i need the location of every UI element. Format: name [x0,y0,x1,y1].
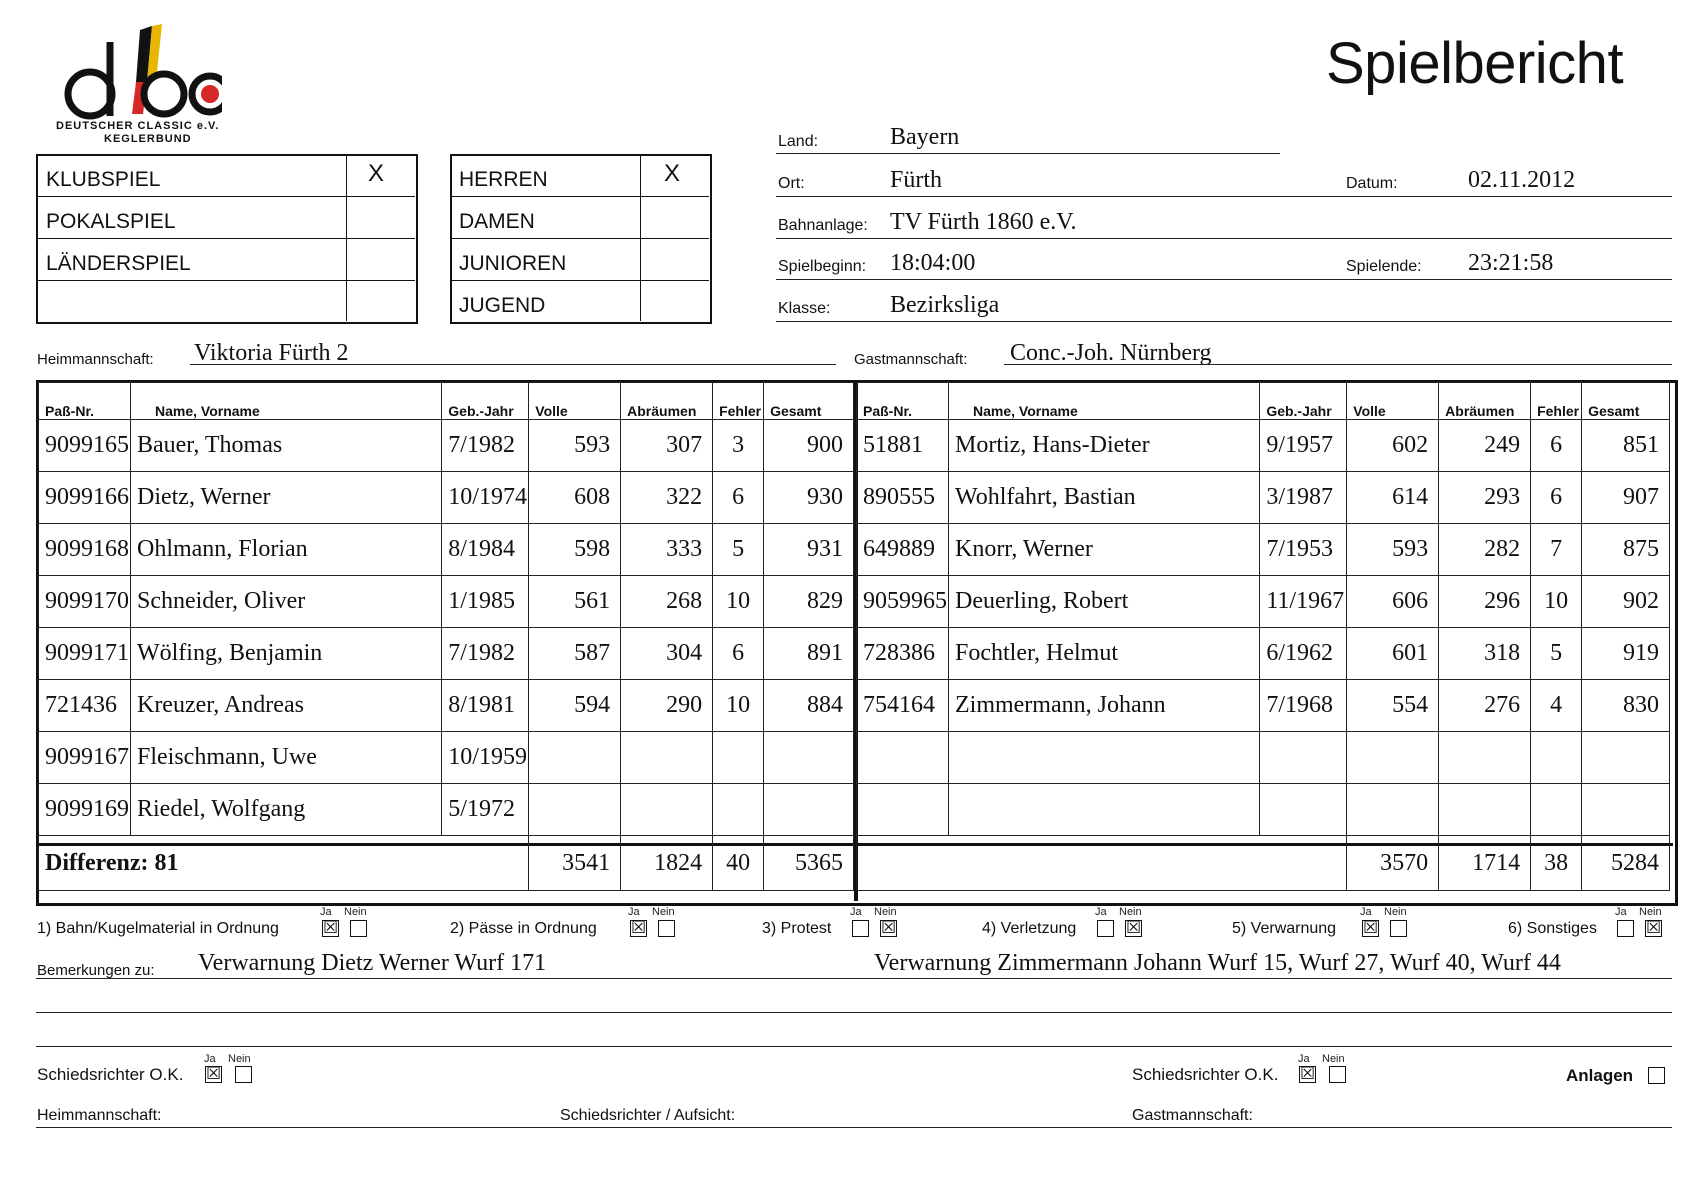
check-ja-checkbox[interactable] [852,920,869,937]
anlagen-label: Anlagen [1566,1066,1634,1085]
home-cell-gebjahr: 10/1974 [442,472,529,524]
check-nein-label: Nein [874,906,897,918]
home-cell-name: Ohlmann, Florian [130,524,441,576]
guest-cell-passnr: 890555 [857,472,949,524]
guest-team-label: Gastmannschaft: [854,351,968,368]
guest-cell-gesamt: 851 [1582,420,1670,472]
guest-cell-abraeumen: 296 [1439,576,1531,628]
referee-ok-home-label: Schiedsrichter O.K. [37,1065,184,1084]
guest-cell-fehler: 6 [1531,420,1582,472]
check-ja-checkbox[interactable] [1617,920,1634,937]
home-total-volle: 3541 [529,836,621,891]
guest-total-volle: 3570 [1347,836,1439,891]
home-cell-fehler [713,732,764,784]
home-cell-abraeumen: 268 [621,576,713,628]
col-fehler: Fehler [713,383,764,420]
check-nein-checkbox[interactable] [350,920,367,937]
guest-cell-volle: 601 [1347,628,1439,680]
home-cell-passnr: 9099167 [39,732,131,784]
home-cell-fehler: 6 [713,628,764,680]
check-ja-label: Ja [1615,906,1627,918]
home-cell-fehler: 3 [713,420,764,472]
guest-cell-fehler: 5 [1531,628,1582,680]
check-nein-checkbox[interactable] [658,920,675,937]
home-total-gesamt: 5365 [764,836,854,891]
guest-player-row [857,784,1670,836]
home-cell-name: Wölfing, Benjamin [130,628,441,680]
guest-cell-volle: 554 [1347,680,1439,732]
guest-cell-gebjahr [1260,784,1347,836]
game-type-klubspiel-mark: X [368,160,385,187]
check-ja-checkbox[interactable]: ☒ [1363,918,1379,938]
home-cell-fehler: 10 [713,576,764,628]
home-cell-passnr: 9099165 [39,420,131,472]
guest-score-table [856,382,1670,891]
home-cell-name: Schneider, Oliver [130,576,441,628]
home-cell-passnr: 9099166 [39,472,131,524]
guest-cell-abraeumen: 276 [1439,680,1531,732]
guest-total-blank [857,836,1347,891]
guest-cell-gesamt: 875 [1582,524,1670,576]
guest-cell-volle: 606 [1347,576,1439,628]
guest-cell-abraeumen: 282 [1439,524,1531,576]
guest-cell-passnr: 728386 [857,628,949,680]
bahnanlage-value: TV Fürth 1860 e.V. [890,209,1077,235]
home-cell-passnr: 9099168 [39,524,131,576]
home-cell-name: Kreuzer, Andreas [130,680,441,732]
home-cell-passnr: 9099169 [39,784,131,836]
guest-cell-name: Zimmermann, Johann [948,680,1259,732]
guest-total-fehler: 38 [1531,836,1582,891]
home-total-fehler: 40 [713,836,764,891]
check-ja-checkbox[interactable]: ☒ [631,918,647,938]
check-ja-label: Ja [850,906,862,918]
check-item-label: 5) Verwarnung [1232,920,1337,937]
guest-cell-gesamt [1582,784,1670,836]
guest-cell-volle: 593 [1347,524,1439,576]
spielbeginn-value: 18:04:00 [890,250,976,276]
guest-cell-name: Fochtler, Helmut [948,628,1259,680]
home-cell-gesamt: 884 [764,680,854,732]
guest-cell-gesamt: 919 [1582,628,1670,680]
home-cell-abraeumen: 290 [621,680,713,732]
home-player-row [39,784,854,836]
remarks-label: Bemerkungen zu: [37,962,155,979]
guest-cell-abraeumen: 318 [1439,628,1531,680]
klasse-value: Bezirksliga [890,292,1000,318]
land-value: Bayern [890,124,960,150]
home-cell-gebjahr: 10/1959 [442,732,529,784]
ref-home-nein-checkbox[interactable] [235,1066,252,1083]
anlagen-checkbox[interactable] [1648,1067,1665,1084]
check-item-label: 3) Protest [762,920,832,937]
home-cell-gesamt: 829 [764,576,854,628]
referee-ok-guest-label: Schiedsrichter O.K. [1132,1065,1279,1084]
home-cell-fehler: 6 [713,472,764,524]
check-ja-checkbox[interactable]: ☒ [323,918,339,938]
home-cell-gebjahr: 8/1984 [442,524,529,576]
guest-player-row [857,680,1670,732]
home-player-row [39,524,854,576]
spielbeginn-label: Spielbeginn: [778,258,867,275]
guest-cell-abraeumen: 293 [1439,472,1531,524]
col-gebjahr: Geb.-Jahr [1260,383,1347,420]
guest-cell-fehler: 7 [1531,524,1582,576]
game-type-pokalspiel: POKALSPIEL [46,210,176,233]
home-total-abraeumen: 1824 [621,836,713,891]
guest-cell-name: Deuerling, Robert [948,576,1259,628]
check-nein-label: Nein [652,906,675,918]
guest-cell-fehler [1531,732,1582,784]
spielende-label: Spielende: [1346,258,1422,275]
check-item-label: 6) Sonstiges [1508,920,1597,937]
logo-text-line1: DEUTSCHER CLASSIC e.V. [56,120,220,132]
sign-home-label: Heimmannschaft: [37,1107,162,1124]
guest-cell-volle: 614 [1347,472,1439,524]
guest-cell-gesamt: 830 [1582,680,1670,732]
col-name: Name, Vorname [948,383,1259,420]
home-team-name: Viktoria Fürth 2 [194,340,349,366]
home-player-row [39,680,854,732]
home-cell-abraeumen [621,732,713,784]
home-cell-gesamt: 930 [764,472,854,524]
guest-cell-gesamt: 902 [1582,576,1670,628]
datum-label: Datum: [1346,175,1398,192]
col-abraeumen: Abräumen [621,383,713,420]
home-cell-gesamt [764,784,854,836]
check-nein-label: Nein [1384,906,1407,918]
home-cell-gesamt: 900 [764,420,854,472]
home-player-row [39,576,854,628]
home-cell-name: Riedel, Wolfgang [130,784,441,836]
guest-cell-abraeumen: 249 [1439,420,1531,472]
home-player-row [39,732,854,784]
datum-value: 02.11.2012 [1468,167,1576,193]
home-cell-volle: 598 [529,524,621,576]
check-item-label: 2) Pässe in Ordnung [450,920,597,937]
guest-cell-gebjahr: 11/1967 [1260,576,1347,628]
guest-cell-passnr [857,784,949,836]
guest-cell-passnr: 649889 [857,524,949,576]
home-cell-gebjahr: 5/1972 [442,784,529,836]
guest-cell-volle [1347,784,1439,836]
home-cell-name: Dietz, Werner [130,472,441,524]
col-passnr: Paß-Nr. [39,383,131,420]
home-cell-volle: 561 [529,576,621,628]
home-cell-gebjahr: 7/1982 [442,628,529,680]
ref-guest-nein-label: Nein [1322,1053,1345,1065]
guest-cell-gebjahr: 7/1968 [1260,680,1347,732]
home-team-label: Heimmannschaft: [37,351,154,368]
home-cell-gesamt: 891 [764,628,854,680]
guest-player-row [857,524,1670,576]
check-ja-label: Ja [320,906,332,918]
difference-total: Differenz: 81 [39,836,529,891]
remark-home: Verwarnung Dietz Werner Wurf 171 [198,950,547,976]
home-cell-passnr: 721436 [39,680,131,732]
guest-cell-passnr: 754164 [857,680,949,732]
home-cell-fehler: 5 [713,524,764,576]
guest-cell-name: Wohlfahrt, Bastian [948,472,1259,524]
guest-cell-gebjahr [1260,732,1347,784]
home-cell-passnr: 9099171 [39,628,131,680]
col-fehler: Fehler [1531,383,1582,420]
guest-cell-gebjahr: 7/1953 [1260,524,1347,576]
home-cell-volle: 593 [529,420,621,472]
page-title: Spielbericht [1326,31,1624,96]
check-nein-checkbox[interactable]: ☒ [1126,918,1142,938]
check-ja-label: Ja [1360,906,1372,918]
ort-value: Fürth [890,167,943,193]
guest-cell-name [948,732,1259,784]
col-gebjahr: Geb.-Jahr [442,383,529,420]
guest-player-row [857,576,1670,628]
game-type-laenderspiel: LÄNDERSPIEL [46,252,191,275]
col-volle: Volle [529,383,621,420]
home-cell-gebjahr: 8/1981 [442,680,529,732]
remark-guest: Verwarnung Zimmermann Johann Wurf 15, Wurf 27, Wurf 40, Wurf 44 [874,950,1561,976]
home-cell-volle: 608 [529,472,621,524]
category-jugend: JUGEND [459,294,546,317]
home-cell-volle: 587 [529,628,621,680]
category-herren-mark: X [664,160,681,187]
check-nein-label: Nein [1639,906,1662,918]
home-cell-volle [529,784,621,836]
guest-cell-name: Mortiz, Hans-Dieter [948,420,1259,472]
home-player-row [39,420,854,472]
guest-cell-fehler: 4 [1531,680,1582,732]
col-gesamt: Gesamt [764,383,854,420]
home-cell-volle: 594 [529,680,621,732]
guest-team-name: Conc.-Joh. Nürnberg [1010,340,1212,366]
spielende-value: 23:21:58 [1468,250,1554,276]
home-cell-abraeumen: 333 [621,524,713,576]
category-damen: DAMEN [459,210,535,233]
check-ja-label: Ja [628,906,640,918]
home-cell-abraeumen: 322 [621,472,713,524]
home-cell-fehler [713,784,764,836]
home-cell-fehler: 10 [713,680,764,732]
home-cell-gesamt [764,732,854,784]
ort-label: Ort: [778,175,805,192]
guest-cell-fehler: 6 [1531,472,1582,524]
home-player-row [39,628,854,680]
check-ja-checkbox[interactable] [1097,920,1114,937]
guest-cell-gebjahr: 9/1957 [1260,420,1347,472]
guest-cell-abraeumen [1439,784,1531,836]
home-cell-name: Bauer, Thomas [130,420,441,472]
ref-guest-ja-label: Ja [1298,1053,1310,1065]
klasse-label: Klasse: [778,300,831,317]
guest-cell-gebjahr: 6/1962 [1260,628,1347,680]
guest-cell-passnr [857,732,949,784]
ref-guest-ja-checkbox[interactable]: ☒ [1300,1064,1316,1084]
logo-text-line2: KEGLERBUND [104,133,192,145]
guest-cell-volle [1347,732,1439,784]
home-cell-name: Fleischmann, Uwe [130,732,441,784]
home-cell-abraeumen: 307 [621,420,713,472]
col-abraeumen: Abräumen [1439,383,1531,420]
home-cell-abraeumen [621,784,713,836]
ref-home-ja-checkbox[interactable]: ☒ [206,1064,222,1084]
check-nein-checkbox[interactable] [1390,920,1407,937]
guest-cell-gesamt: 907 [1582,472,1670,524]
category-junioren: JUNIOREN [459,252,567,275]
check-item-label: 4) Verletzung [982,920,1077,937]
home-player-row [39,472,854,524]
ref-home-nein-label: Nein [228,1053,251,1065]
guest-total-gesamt: 5284 [1582,836,1670,891]
guest-cell-fehler: 10 [1531,576,1582,628]
check-ja-label: Ja [1095,906,1107,918]
sign-guest-label: Gastmannschaft: [1132,1107,1253,1124]
home-cell-passnr: 9099170 [39,576,131,628]
check-nein-checkbox[interactable]: ☒ [1646,918,1662,938]
check-item-label: 1) Bahn/Kugelmaterial in Ordnung [37,920,279,937]
land-label: Land: [778,133,819,150]
guest-cell-passnr: 9059965 [857,576,949,628]
home-cell-gebjahr: 1/1985 [442,576,529,628]
guest-cell-gebjahr: 3/1987 [1260,472,1347,524]
home-cell-gesamt: 931 [764,524,854,576]
guest-cell-name [948,784,1259,836]
home-cell-gebjahr: 7/1982 [442,420,529,472]
guest-player-row [857,420,1670,472]
col-passnr: Paß-Nr. [857,383,949,420]
check-nein-checkbox[interactable]: ☒ [881,918,897,938]
col-name: Name, Vorname [130,383,441,420]
guest-player-row [857,628,1670,680]
col-volle: Volle [1347,383,1439,420]
sign-referee-label: Schiedsrichter / Aufsicht: [560,1107,736,1124]
guest-cell-fehler [1531,784,1582,836]
ref-home-ja-label: Ja [204,1053,216,1065]
guest-cell-name: Knorr, Werner [948,524,1259,576]
guest-cell-volle: 602 [1347,420,1439,472]
ref-guest-nein-checkbox[interactable] [1329,1066,1346,1083]
game-type-klubspiel: KLUBSPIEL [46,168,161,191]
guest-cell-passnr: 51881 [857,420,949,472]
guest-total-abraeumen: 1714 [1439,836,1531,891]
col-gesamt: Gesamt [1582,383,1670,420]
guest-player-row [857,732,1670,784]
category-herren: HERREN [459,168,548,191]
home-cell-volle [529,732,621,784]
check-nein-label: Nein [1119,906,1142,918]
guest-player-row [857,472,1670,524]
check-nein-label: Nein [344,906,367,918]
home-cell-abraeumen: 304 [621,628,713,680]
guest-cell-gesamt [1582,732,1670,784]
home-score-table [38,382,854,891]
bahnanlage-label: Bahnanlage: [778,217,868,234]
guest-cell-abraeumen [1439,732,1531,784]
